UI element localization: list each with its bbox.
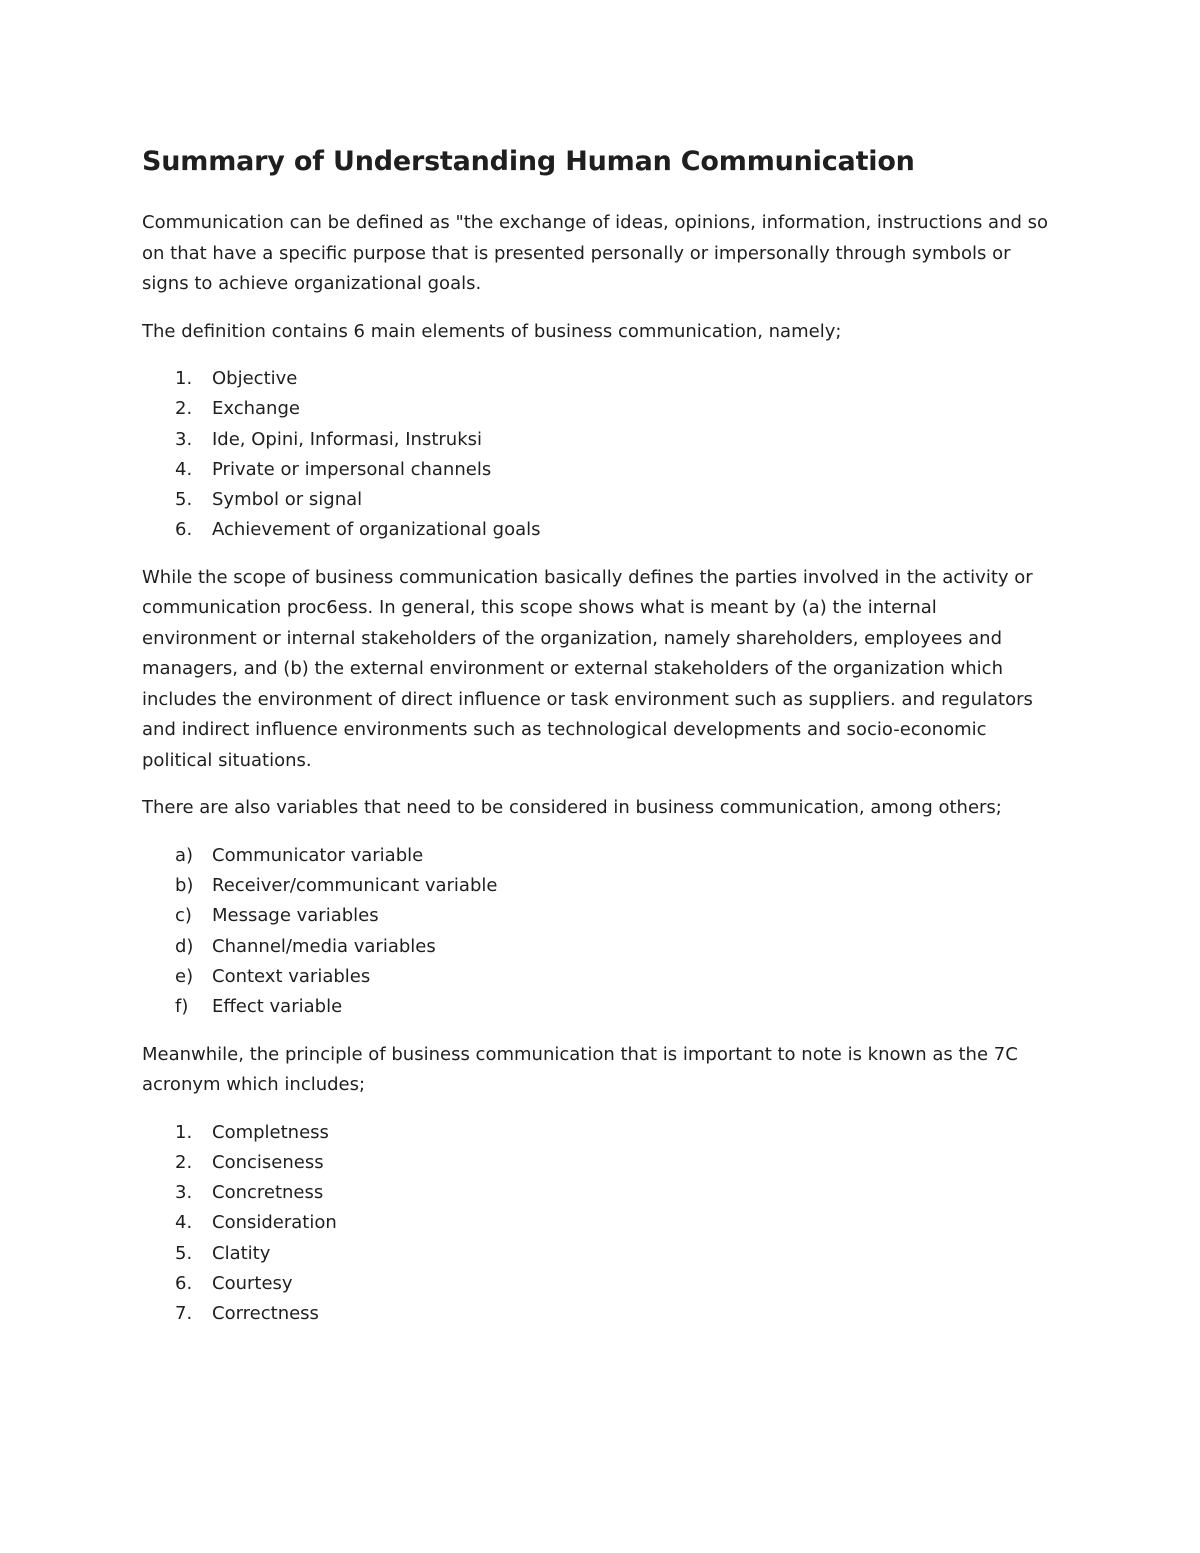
list-item bbox=[142, 1178, 1057, 1208]
list-item bbox=[142, 364, 1057, 394]
list-item bbox=[142, 1148, 1057, 1178]
list-item bbox=[142, 515, 1057, 545]
list-item-text: Communicator variable bbox=[212, 844, 424, 866]
variables-list bbox=[142, 841, 1057, 1023]
list-marker: b) bbox=[175, 875, 194, 897]
list-item bbox=[142, 871, 1057, 901]
list-marker: 5. bbox=[175, 489, 193, 511]
elements-list bbox=[142, 364, 1057, 546]
list-item bbox=[142, 394, 1057, 424]
list-item bbox=[142, 455, 1057, 485]
document-content bbox=[142, 140, 1057, 1347]
elements-intro-paragraph: The definition contains 6 main elements of business communication, namely; bbox=[142, 320, 842, 342]
list-item-text: Ide, Opini, Informasi, Instruksi bbox=[212, 428, 482, 450]
list-item bbox=[142, 932, 1057, 962]
list-item bbox=[142, 1269, 1057, 1299]
list-marker: 6. bbox=[175, 1273, 193, 1295]
definition-paragraph: Communication can be defined as "the exchange of ideas, opinions, information, instructions and so on that have a specific purpose that is presented personally or impersonally through symbols or signs to achieve organizational goals. bbox=[142, 212, 1049, 294]
list-item bbox=[142, 485, 1057, 515]
list-item-text: Courtesy bbox=[212, 1273, 293, 1295]
list-item-text: Correctness bbox=[212, 1303, 319, 1325]
list-marker: 1. bbox=[175, 1121, 193, 1143]
list-marker: 5. bbox=[175, 1242, 193, 1264]
list-item-text: Exchange bbox=[212, 398, 300, 420]
list-item-text: Receiver/communicant variable bbox=[212, 875, 498, 897]
list-item-text: Channel/media variables bbox=[212, 935, 436, 957]
list-marker: 4. bbox=[175, 1212, 193, 1234]
list-item-text: Context variables bbox=[212, 965, 371, 987]
list-marker: f) bbox=[175, 996, 189, 1018]
list-item bbox=[142, 901, 1057, 931]
list-item bbox=[142, 1118, 1057, 1148]
list-marker: 2. bbox=[175, 398, 193, 420]
list-item-text: Conciseness bbox=[212, 1151, 324, 1173]
list-marker: a) bbox=[175, 844, 194, 866]
list-marker: c) bbox=[175, 905, 192, 927]
principles-intro-paragraph: Meanwhile, the principle of business communication that is important to note is known as the 7C acronym which includes; bbox=[142, 1043, 1018, 1096]
list-item bbox=[142, 1299, 1057, 1329]
list-item bbox=[142, 425, 1057, 455]
list-marker: 7. bbox=[175, 1303, 193, 1325]
list-item bbox=[142, 1208, 1057, 1238]
list-item bbox=[142, 962, 1057, 992]
principles-list bbox=[142, 1118, 1057, 1330]
list-item-text: Private or impersonal channels bbox=[212, 458, 492, 480]
list-item-text: Consideration bbox=[212, 1212, 337, 1234]
document-title: Summary of Understanding Human Communication bbox=[142, 146, 915, 177]
list-marker: 4. bbox=[175, 458, 193, 480]
list-item-text: Objective bbox=[212, 368, 298, 389]
list-item-text: Message variables bbox=[212, 905, 379, 927]
list-marker: e) bbox=[175, 965, 194, 987]
list-item bbox=[142, 1239, 1057, 1269]
list-item-text: Effect variable bbox=[212, 996, 343, 1018]
scope-paragraph: While the scope of business communication basically defines the parties involved in the activity or communication proc6ess. In general, this scope shows what is meant by (a) the internal environment or internal stakeholders of the organization, namely shareholders, employees and managers, and (b) the external environment or external stakeholders of the organization which includes the environment of direct influence or task environment such as suppliers. and regulators and indirect influence environments such as technological developments and socio-economic political situations. bbox=[142, 566, 1033, 771]
list-marker: 3. bbox=[175, 428, 193, 450]
variables-intro-paragraph: There are also variables that need to be considered in business communication, among others; bbox=[142, 797, 1002, 819]
list-marker: 1. bbox=[175, 368, 193, 389]
list-item-text: Concretness bbox=[212, 1182, 324, 1204]
list-marker: 6. bbox=[175, 519, 193, 541]
list-marker: 2. bbox=[175, 1151, 193, 1173]
list-item-text: Completness bbox=[212, 1121, 329, 1143]
list-marker: 3. bbox=[175, 1182, 193, 1204]
list-item-text: Achievement of organizational goals bbox=[212, 519, 541, 541]
list-marker: d) bbox=[175, 935, 194, 957]
list-item-text: Symbol or signal bbox=[212, 489, 363, 511]
list-item-text: Clatity bbox=[212, 1242, 271, 1264]
list-item bbox=[142, 841, 1057, 871]
list-item bbox=[142, 992, 1057, 1022]
